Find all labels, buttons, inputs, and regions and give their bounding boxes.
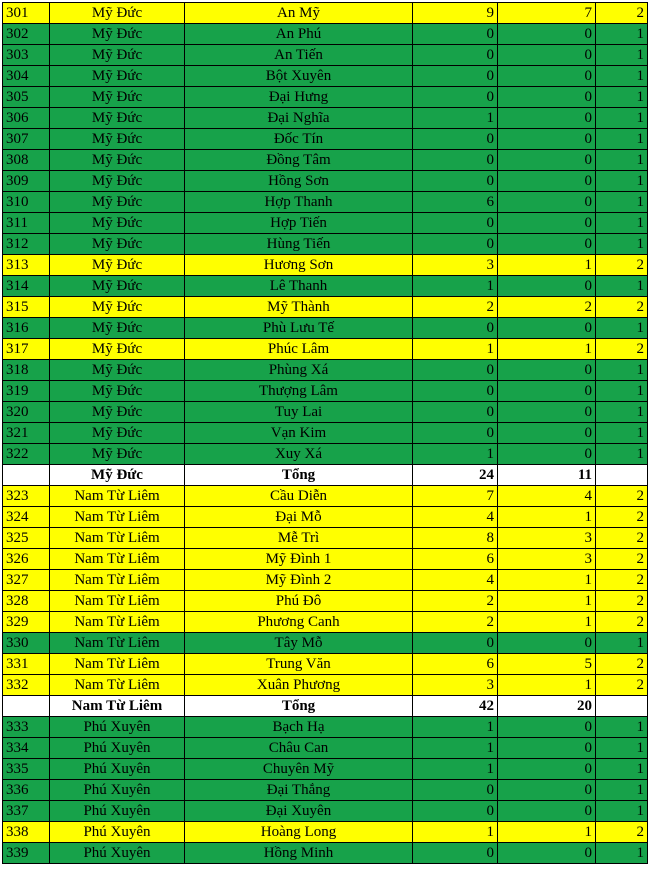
commune-cell: Cầu Diễn bbox=[185, 486, 413, 507]
district-cell: Mỹ Đức bbox=[50, 108, 185, 129]
row-number-cell: 332 bbox=[3, 675, 50, 696]
row-number-cell: 309 bbox=[3, 171, 50, 192]
commune-cell: An Mỹ bbox=[185, 3, 413, 24]
value-c-cell: 1 bbox=[596, 45, 648, 66]
value-b-cell: 1 bbox=[498, 591, 596, 612]
value-a-cell: 0 bbox=[413, 129, 498, 150]
commune-cell: Tổng bbox=[185, 465, 413, 486]
total-row bbox=[3, 696, 648, 717]
value-b-cell: 1 bbox=[498, 822, 596, 843]
value-c-cell: 1 bbox=[596, 129, 648, 150]
value-a-cell: 8 bbox=[413, 528, 498, 549]
value-a-cell: 7 bbox=[413, 486, 498, 507]
value-a-cell: 0 bbox=[413, 150, 498, 171]
district-cell: Mỹ Đức bbox=[50, 423, 185, 444]
value-b-cell: 0 bbox=[498, 150, 596, 171]
district-cell: Phú Xuyên bbox=[50, 822, 185, 843]
district-cell: Mỹ Đức bbox=[50, 339, 185, 360]
value-b-cell: 0 bbox=[498, 129, 596, 150]
table-row bbox=[3, 192, 648, 213]
value-c-cell: 1 bbox=[596, 381, 648, 402]
row-number-cell bbox=[3, 465, 50, 486]
row-number-cell: 317 bbox=[3, 339, 50, 360]
table-row bbox=[3, 843, 648, 864]
value-c-cell: 1 bbox=[596, 192, 648, 213]
row-number-cell: 323 bbox=[3, 486, 50, 507]
value-c-cell: 2 bbox=[596, 507, 648, 528]
value-b-cell: 0 bbox=[498, 444, 596, 465]
value-c-cell: 2 bbox=[596, 486, 648, 507]
table-row bbox=[3, 486, 648, 507]
district-cell: Mỹ Đức bbox=[50, 360, 185, 381]
commune-cell: Mỹ Thành bbox=[185, 297, 413, 318]
value-a-cell: 0 bbox=[413, 318, 498, 339]
value-b-cell: 7 bbox=[498, 3, 596, 24]
value-a-cell: 1 bbox=[413, 717, 498, 738]
value-b-cell: 0 bbox=[498, 759, 596, 780]
commune-cell: An Tiến bbox=[185, 45, 413, 66]
district-cell: Mỹ Đức bbox=[50, 318, 185, 339]
value-a-cell: 9 bbox=[413, 3, 498, 24]
value-a-cell: 1 bbox=[413, 822, 498, 843]
value-a-cell: 0 bbox=[413, 843, 498, 864]
row-number-cell: 335 bbox=[3, 759, 50, 780]
commune-cell: Hợp Thanh bbox=[185, 192, 413, 213]
row-number-cell: 330 bbox=[3, 633, 50, 654]
value-b-cell: 0 bbox=[498, 276, 596, 297]
value-c-cell: 2 bbox=[596, 549, 648, 570]
value-b-cell: 0 bbox=[498, 423, 596, 444]
value-c-cell: 1 bbox=[596, 171, 648, 192]
value-c-cell: 1 bbox=[596, 276, 648, 297]
value-a-cell: 1 bbox=[413, 276, 498, 297]
commune-cell: Phú Đô bbox=[185, 591, 413, 612]
value-b-cell: 1 bbox=[498, 675, 596, 696]
table-row bbox=[3, 297, 648, 318]
row-number-cell: 301 bbox=[3, 3, 50, 24]
commune-cell: Chuyên Mỹ bbox=[185, 759, 413, 780]
value-c-cell: 2 bbox=[596, 822, 648, 843]
value-c-cell bbox=[596, 696, 648, 717]
value-c-cell: 1 bbox=[596, 360, 648, 381]
value-b-cell: 0 bbox=[498, 633, 596, 654]
row-number-cell: 308 bbox=[3, 150, 50, 171]
row-number-cell: 327 bbox=[3, 570, 50, 591]
row-number-cell: 322 bbox=[3, 444, 50, 465]
district-cell: Nam Từ Liêm bbox=[50, 633, 185, 654]
value-a-cell: 6 bbox=[413, 549, 498, 570]
district-cell: Phú Xuyên bbox=[50, 738, 185, 759]
value-c-cell: 2 bbox=[596, 528, 648, 549]
value-b-cell: 1 bbox=[498, 339, 596, 360]
value-b-cell: 4 bbox=[498, 486, 596, 507]
value-b-cell: 0 bbox=[498, 45, 596, 66]
district-cell: Mỹ Đức bbox=[50, 444, 185, 465]
row-number-cell: 329 bbox=[3, 612, 50, 633]
value-c-cell: 1 bbox=[596, 87, 648, 108]
district-cell: Nam Từ Liêm bbox=[50, 507, 185, 528]
district-cell: Mỹ Đức bbox=[50, 465, 185, 486]
table-row bbox=[3, 528, 648, 549]
value-a-cell: 1 bbox=[413, 444, 498, 465]
commune-cell: Tuy Lai bbox=[185, 402, 413, 423]
district-cell: Phú Xuyên bbox=[50, 801, 185, 822]
value-a-cell: 1 bbox=[413, 738, 498, 759]
commune-cell: Đại Nghĩa bbox=[185, 108, 413, 129]
row-number-cell: 311 bbox=[3, 213, 50, 234]
value-a-cell: 24 bbox=[413, 465, 498, 486]
district-cell: Phú Xuyên bbox=[50, 843, 185, 864]
value-b-cell: 0 bbox=[498, 381, 596, 402]
commune-cell: Hoàng Long bbox=[185, 822, 413, 843]
value-b-cell: 20 bbox=[498, 696, 596, 717]
value-a-cell: 0 bbox=[413, 423, 498, 444]
value-c-cell: 1 bbox=[596, 780, 648, 801]
value-b-cell: 0 bbox=[498, 24, 596, 45]
value-b-cell: 0 bbox=[498, 780, 596, 801]
district-cell: Mỹ Đức bbox=[50, 129, 185, 150]
value-c-cell: 2 bbox=[596, 297, 648, 318]
commune-cell: Hương Sơn bbox=[185, 255, 413, 276]
value-c-cell: 1 bbox=[596, 801, 648, 822]
value-b-cell: 1 bbox=[498, 255, 596, 276]
row-number-cell: 325 bbox=[3, 528, 50, 549]
district-cell: Mỹ Đức bbox=[50, 276, 185, 297]
value-a-cell: 0 bbox=[413, 801, 498, 822]
row-number-cell: 315 bbox=[3, 297, 50, 318]
value-a-cell: 3 bbox=[413, 675, 498, 696]
table-row bbox=[3, 549, 648, 570]
table-row bbox=[3, 234, 648, 255]
value-c-cell: 1 bbox=[596, 423, 648, 444]
value-b-cell: 0 bbox=[498, 360, 596, 381]
value-c-cell: 1 bbox=[596, 717, 648, 738]
table-row bbox=[3, 570, 648, 591]
row-number-cell: 321 bbox=[3, 423, 50, 444]
row-number-cell: 319 bbox=[3, 381, 50, 402]
value-a-cell: 6 bbox=[413, 654, 498, 675]
district-cell: Mỹ Đức bbox=[50, 150, 185, 171]
district-cell: Mỹ Đức bbox=[50, 192, 185, 213]
table-row bbox=[3, 276, 648, 297]
value-a-cell: 1 bbox=[413, 759, 498, 780]
value-a-cell: 4 bbox=[413, 570, 498, 591]
table-row bbox=[3, 675, 648, 696]
value-a-cell: 0 bbox=[413, 213, 498, 234]
value-a-cell: 0 bbox=[413, 633, 498, 654]
value-c-cell: 1 bbox=[596, 234, 648, 255]
district-cell: Mỹ Đức bbox=[50, 171, 185, 192]
value-b-cell: 2 bbox=[498, 297, 596, 318]
commune-cell: Châu Can bbox=[185, 738, 413, 759]
table-row bbox=[3, 66, 648, 87]
row-number-cell: 318 bbox=[3, 360, 50, 381]
value-b-cell: 0 bbox=[498, 234, 596, 255]
value-b-cell: 0 bbox=[498, 66, 596, 87]
value-c-cell: 1 bbox=[596, 213, 648, 234]
commune-cell: Đại Xuyên bbox=[185, 801, 413, 822]
value-c-cell: 1 bbox=[596, 843, 648, 864]
value-c-cell bbox=[596, 465, 648, 486]
row-number-cell: 314 bbox=[3, 276, 50, 297]
value-a-cell: 0 bbox=[413, 360, 498, 381]
value-c-cell: 2 bbox=[596, 612, 648, 633]
value-a-cell: 4 bbox=[413, 507, 498, 528]
row-number-cell: 305 bbox=[3, 87, 50, 108]
district-cell: Phú Xuyên bbox=[50, 759, 185, 780]
value-b-cell: 0 bbox=[498, 171, 596, 192]
district-cell: Nam Từ Liêm bbox=[50, 528, 185, 549]
value-c-cell: 2 bbox=[596, 3, 648, 24]
value-a-cell: 0 bbox=[413, 171, 498, 192]
value-b-cell: 0 bbox=[498, 402, 596, 423]
district-cell: Mỹ Đức bbox=[50, 297, 185, 318]
table-row bbox=[3, 507, 648, 528]
value-b-cell: 3 bbox=[498, 528, 596, 549]
table-row bbox=[3, 801, 648, 822]
table-row bbox=[3, 633, 648, 654]
value-c-cell: 2 bbox=[596, 654, 648, 675]
value-b-cell: 5 bbox=[498, 654, 596, 675]
commune-cell: Phúc Lâm bbox=[185, 339, 413, 360]
value-b-cell: 0 bbox=[498, 801, 596, 822]
value-a-cell: 1 bbox=[413, 339, 498, 360]
row-number-cell: 336 bbox=[3, 780, 50, 801]
commune-cell: Hùng Tiến bbox=[185, 234, 413, 255]
district-cell: Mỹ Đức bbox=[50, 234, 185, 255]
table-row bbox=[3, 129, 648, 150]
value-a-cell: 2 bbox=[413, 297, 498, 318]
value-a-cell: 6 bbox=[413, 192, 498, 213]
district-cell: Nam Từ Liêm bbox=[50, 570, 185, 591]
district-cell: Phú Xuyên bbox=[50, 717, 185, 738]
table-row bbox=[3, 318, 648, 339]
row-number-cell: 324 bbox=[3, 507, 50, 528]
value-a-cell: 0 bbox=[413, 234, 498, 255]
district-cell: Mỹ Đức bbox=[50, 3, 185, 24]
value-c-cell: 2 bbox=[596, 339, 648, 360]
value-a-cell: 0 bbox=[413, 381, 498, 402]
table-row bbox=[3, 24, 648, 45]
value-c-cell: 1 bbox=[596, 759, 648, 780]
value-c-cell: 1 bbox=[596, 444, 648, 465]
value-c-cell: 1 bbox=[596, 738, 648, 759]
commune-cell: Tây Mỗ bbox=[185, 633, 413, 654]
row-number-cell: 313 bbox=[3, 255, 50, 276]
value-b-cell: 3 bbox=[498, 549, 596, 570]
commune-cell: An Phú bbox=[185, 24, 413, 45]
district-cell: Nam Từ Liêm bbox=[50, 486, 185, 507]
row-number-cell: 334 bbox=[3, 738, 50, 759]
value-a-cell: 0 bbox=[413, 780, 498, 801]
row-number-cell: 304 bbox=[3, 66, 50, 87]
commune-cell: Đại Hưng bbox=[185, 87, 413, 108]
district-cell: Nam Từ Liêm bbox=[50, 654, 185, 675]
row-number-cell: 310 bbox=[3, 192, 50, 213]
value-b-cell: 0 bbox=[498, 843, 596, 864]
table-row bbox=[3, 255, 648, 276]
row-number-cell: 302 bbox=[3, 24, 50, 45]
row-number-cell: 331 bbox=[3, 654, 50, 675]
value-a-cell: 42 bbox=[413, 696, 498, 717]
value-c-cell: 1 bbox=[596, 402, 648, 423]
table-row bbox=[3, 3, 648, 24]
table-row bbox=[3, 402, 648, 423]
table-row bbox=[3, 717, 648, 738]
total-row bbox=[3, 465, 648, 486]
table-row bbox=[3, 171, 648, 192]
value-c-cell: 1 bbox=[596, 318, 648, 339]
table-row bbox=[3, 444, 648, 465]
commune-cell: Mỹ Đình 1 bbox=[185, 549, 413, 570]
district-cell: Mỹ Đức bbox=[50, 402, 185, 423]
district-cell: Mỹ Đức bbox=[50, 45, 185, 66]
row-number-cell: 307 bbox=[3, 129, 50, 150]
row-number-cell: 328 bbox=[3, 591, 50, 612]
value-b-cell: 1 bbox=[498, 570, 596, 591]
value-c-cell: 2 bbox=[596, 570, 648, 591]
value-c-cell: 2 bbox=[596, 591, 648, 612]
row-number-cell: 333 bbox=[3, 717, 50, 738]
district-cell: Mỹ Đức bbox=[50, 24, 185, 45]
table-row bbox=[3, 45, 648, 66]
district-cell: Mỹ Đức bbox=[50, 213, 185, 234]
table-row bbox=[3, 738, 648, 759]
value-a-cell: 2 bbox=[413, 591, 498, 612]
table-body bbox=[3, 3, 648, 864]
value-c-cell: 2 bbox=[596, 255, 648, 276]
commune-cell: Lê Thanh bbox=[185, 276, 413, 297]
value-b-cell: 0 bbox=[498, 738, 596, 759]
table-row bbox=[3, 759, 648, 780]
table-row bbox=[3, 381, 648, 402]
district-cell: Nam Từ Liêm bbox=[50, 591, 185, 612]
row-number-cell bbox=[3, 696, 50, 717]
table-row bbox=[3, 87, 648, 108]
table-row bbox=[3, 150, 648, 171]
value-c-cell: 1 bbox=[596, 633, 648, 654]
value-c-cell: 1 bbox=[596, 150, 648, 171]
value-b-cell: 0 bbox=[498, 108, 596, 129]
table-row bbox=[3, 654, 648, 675]
value-a-cell: 3 bbox=[413, 255, 498, 276]
value-a-cell: 1 bbox=[413, 108, 498, 129]
commune-cell: Hồng Sơn bbox=[185, 171, 413, 192]
commune-cell: Trung Văn bbox=[185, 654, 413, 675]
commune-cell: Phương Canh bbox=[185, 612, 413, 633]
table-row bbox=[3, 591, 648, 612]
row-number-cell: 339 bbox=[3, 843, 50, 864]
value-c-cell: 2 bbox=[596, 675, 648, 696]
district-cell: Nam Từ Liêm bbox=[50, 696, 185, 717]
commune-cell: Mễ Trì bbox=[185, 528, 413, 549]
district-cell: Nam Từ Liêm bbox=[50, 549, 185, 570]
value-b-cell: 0 bbox=[498, 318, 596, 339]
commune-cell: Vạn Kim bbox=[185, 423, 413, 444]
district-cell: Nam Từ Liêm bbox=[50, 612, 185, 633]
table-row bbox=[3, 423, 648, 444]
commune-cell: Phùng Xá bbox=[185, 360, 413, 381]
commune-cell: Phù Lưu Tế bbox=[185, 318, 413, 339]
value-b-cell: 0 bbox=[498, 192, 596, 213]
value-b-cell: 11 bbox=[498, 465, 596, 486]
row-number-cell: 316 bbox=[3, 318, 50, 339]
value-b-cell: 1 bbox=[498, 612, 596, 633]
row-number-cell: 312 bbox=[3, 234, 50, 255]
commune-cell: Xuy Xá bbox=[185, 444, 413, 465]
commune-cell: Đồng Tâm bbox=[185, 150, 413, 171]
value-a-cell: 0 bbox=[413, 66, 498, 87]
commune-cell: Hồng Minh bbox=[185, 843, 413, 864]
row-number-cell: 320 bbox=[3, 402, 50, 423]
district-cell: Mỹ Đức bbox=[50, 87, 185, 108]
value-a-cell: 0 bbox=[413, 24, 498, 45]
district-cell: Mỹ Đức bbox=[50, 66, 185, 87]
value-b-cell: 1 bbox=[498, 507, 596, 528]
value-a-cell: 0 bbox=[413, 402, 498, 423]
commune-cell: Đại Mỗ bbox=[185, 507, 413, 528]
row-number-cell: 306 bbox=[3, 108, 50, 129]
table-row bbox=[3, 780, 648, 801]
value-c-cell: 1 bbox=[596, 24, 648, 45]
district-cell: Phú Xuyên bbox=[50, 780, 185, 801]
commune-cell: Mỹ Đình 2 bbox=[185, 570, 413, 591]
commune-cell: Tổng bbox=[185, 696, 413, 717]
commune-cell: Đại Thắng bbox=[185, 780, 413, 801]
commune-cell: Bạch Hạ bbox=[185, 717, 413, 738]
row-number-cell: 326 bbox=[3, 549, 50, 570]
commune-data-table bbox=[2, 2, 648, 864]
commune-cell: Bột Xuyên bbox=[185, 66, 413, 87]
commune-cell: Thượng Lâm bbox=[185, 381, 413, 402]
table-row bbox=[3, 360, 648, 381]
row-number-cell: 337 bbox=[3, 801, 50, 822]
district-cell: Mỹ Đức bbox=[50, 255, 185, 276]
district-cell: Mỹ Đức bbox=[50, 381, 185, 402]
value-b-cell: 0 bbox=[498, 87, 596, 108]
table-row bbox=[3, 108, 648, 129]
value-c-cell: 1 bbox=[596, 108, 648, 129]
row-number-cell: 303 bbox=[3, 45, 50, 66]
value-a-cell: 0 bbox=[413, 45, 498, 66]
value-b-cell: 0 bbox=[498, 213, 596, 234]
table-row bbox=[3, 339, 648, 360]
commune-cell: Đốc Tín bbox=[185, 129, 413, 150]
district-cell: Nam Từ Liêm bbox=[50, 675, 185, 696]
row-number-cell: 338 bbox=[3, 822, 50, 843]
value-b-cell: 0 bbox=[498, 717, 596, 738]
value-a-cell: 0 bbox=[413, 87, 498, 108]
table-row bbox=[3, 822, 648, 843]
commune-cell: Xuân Phương bbox=[185, 675, 413, 696]
table-row bbox=[3, 612, 648, 633]
commune-cell: Hợp Tiến bbox=[185, 213, 413, 234]
value-a-cell: 2 bbox=[413, 612, 498, 633]
value-c-cell: 1 bbox=[596, 66, 648, 87]
table-row bbox=[3, 213, 648, 234]
